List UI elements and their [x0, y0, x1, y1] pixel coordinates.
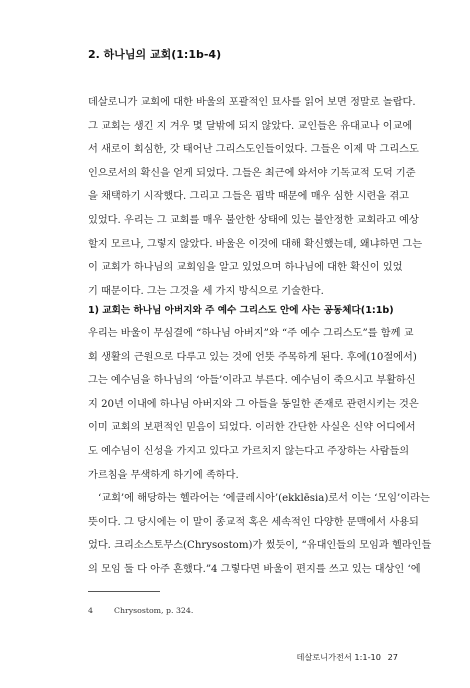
intro-paragraph [88, 91, 423, 303]
body1-line: 지 20년 이내에 하나님 아버지와 그 아들을 동일한 존재로 관련시키는 것은 [88, 398, 419, 410]
running-footer-title: 데살로니가전서 1:1-10 [296, 652, 381, 662]
body2-line: ‘교회’에 해당하는 헬라어는 ‘에클레시아’(ekklēsia)로서 이는 ‘모임’이라는 [98, 493, 430, 504]
body1-line: 가르침을 무색하게 하기에 족하다. [88, 469, 239, 481]
subsection-title: 1) 교회는 하나님 아버지와 주 예수 그리스도 안에 사는 공동체다(1:1b) [88, 305, 394, 316]
intro-line: 할지 모르나, 그렇지 않았다. 바울은 이것에 대해 확신했는데, 왜냐하면 그는 [88, 238, 423, 250]
body1-line: 그는 예수님을 하나님의 ‘아들’이라고 부른다. 예수님이 죽으시고 부활하신 [88, 375, 416, 387]
intro-line: 있었다. 우리는 그 교회를 매우 불안한 상태에 있는 불안정한 교회라고 예상 [88, 214, 419, 226]
section-title: 2. 하나님의 교회(1:1b-4) [88, 48, 222, 61]
body2-line: 의 모임 둘 다 아주 흔했다.”4 그렇다면 바울이 편지를 쓰고 있는 대상인 ‘에 [88, 563, 421, 575]
intro-line: 이 교회가 하나님의 교회임을 알고 있었으며 하나님에 대한 확신이 있었 [88, 262, 403, 274]
footnote-divider [88, 591, 160, 592]
body-paragraph-2 [88, 487, 432, 581]
intro-line: 서 새로이 회심한, 갓 태어난 그리스도인들이었다. 그들은 이제 막 그리스도 [88, 144, 419, 156]
body2-line: 었다. 크리소스토무스(Chrysostom)가 썼듯이, “유대인들의 모임과 헬라인들 [88, 540, 432, 552]
footnote [88, 606, 193, 615]
intro-line: 을 채택하기 시작했다. 그리고 그들은 핍박 때문에 매우 심한 시련을 겪고 [88, 191, 410, 203]
page-number: 27 [387, 652, 398, 662]
body1-line: 회 생활의 근원으로 다루고 있는 것에 언뜻 주목하게 된다. 후에(10절에서) [88, 351, 417, 363]
body1-line: 이미 교회의 보편적인 믿음이 되었다. 이러한 간단한 사실은 신약 어디에서 [88, 422, 416, 434]
body-paragraph-1 [88, 322, 419, 487]
intro-line: 인으로서의 확신을 얻게 되었다. 그들은 최근에 와서야 기독교적 도덕 기준 [88, 167, 416, 179]
intro-line: 그 교회는 생긴 지 겨우 몇 달밖에 되지 않았다. 교인들은 유대교나 이교에 [88, 120, 413, 132]
intro-line: 기 때문이다. 그는 그것을 세 가지 방식으로 기술한다. [88, 285, 324, 297]
footnote-text: Chrysostom, p. 324. [114, 606, 194, 615]
intro-line: 데살로니가 교회에 대한 바울의 포괄적인 묘사를 읽어 보면 정말로 놀랍다. [88, 97, 416, 108]
running-footer [296, 652, 398, 663]
body1-line: 도 예수님이 신성을 가지고 있다고 가르치지 않는다고 주장하는 사람들의 [88, 445, 410, 457]
body1-line: 우리는 바울이 무심결에 “하나님 아버지”와 “주 예수 그리스도”를 함께 교 [88, 328, 414, 339]
body2-line: 뜻이다. 그 당시에는 이 말이 종교적 혹은 세속적인 다양한 문맥에서 사용되 [88, 516, 419, 528]
footnote-number: 4 [88, 606, 93, 615]
